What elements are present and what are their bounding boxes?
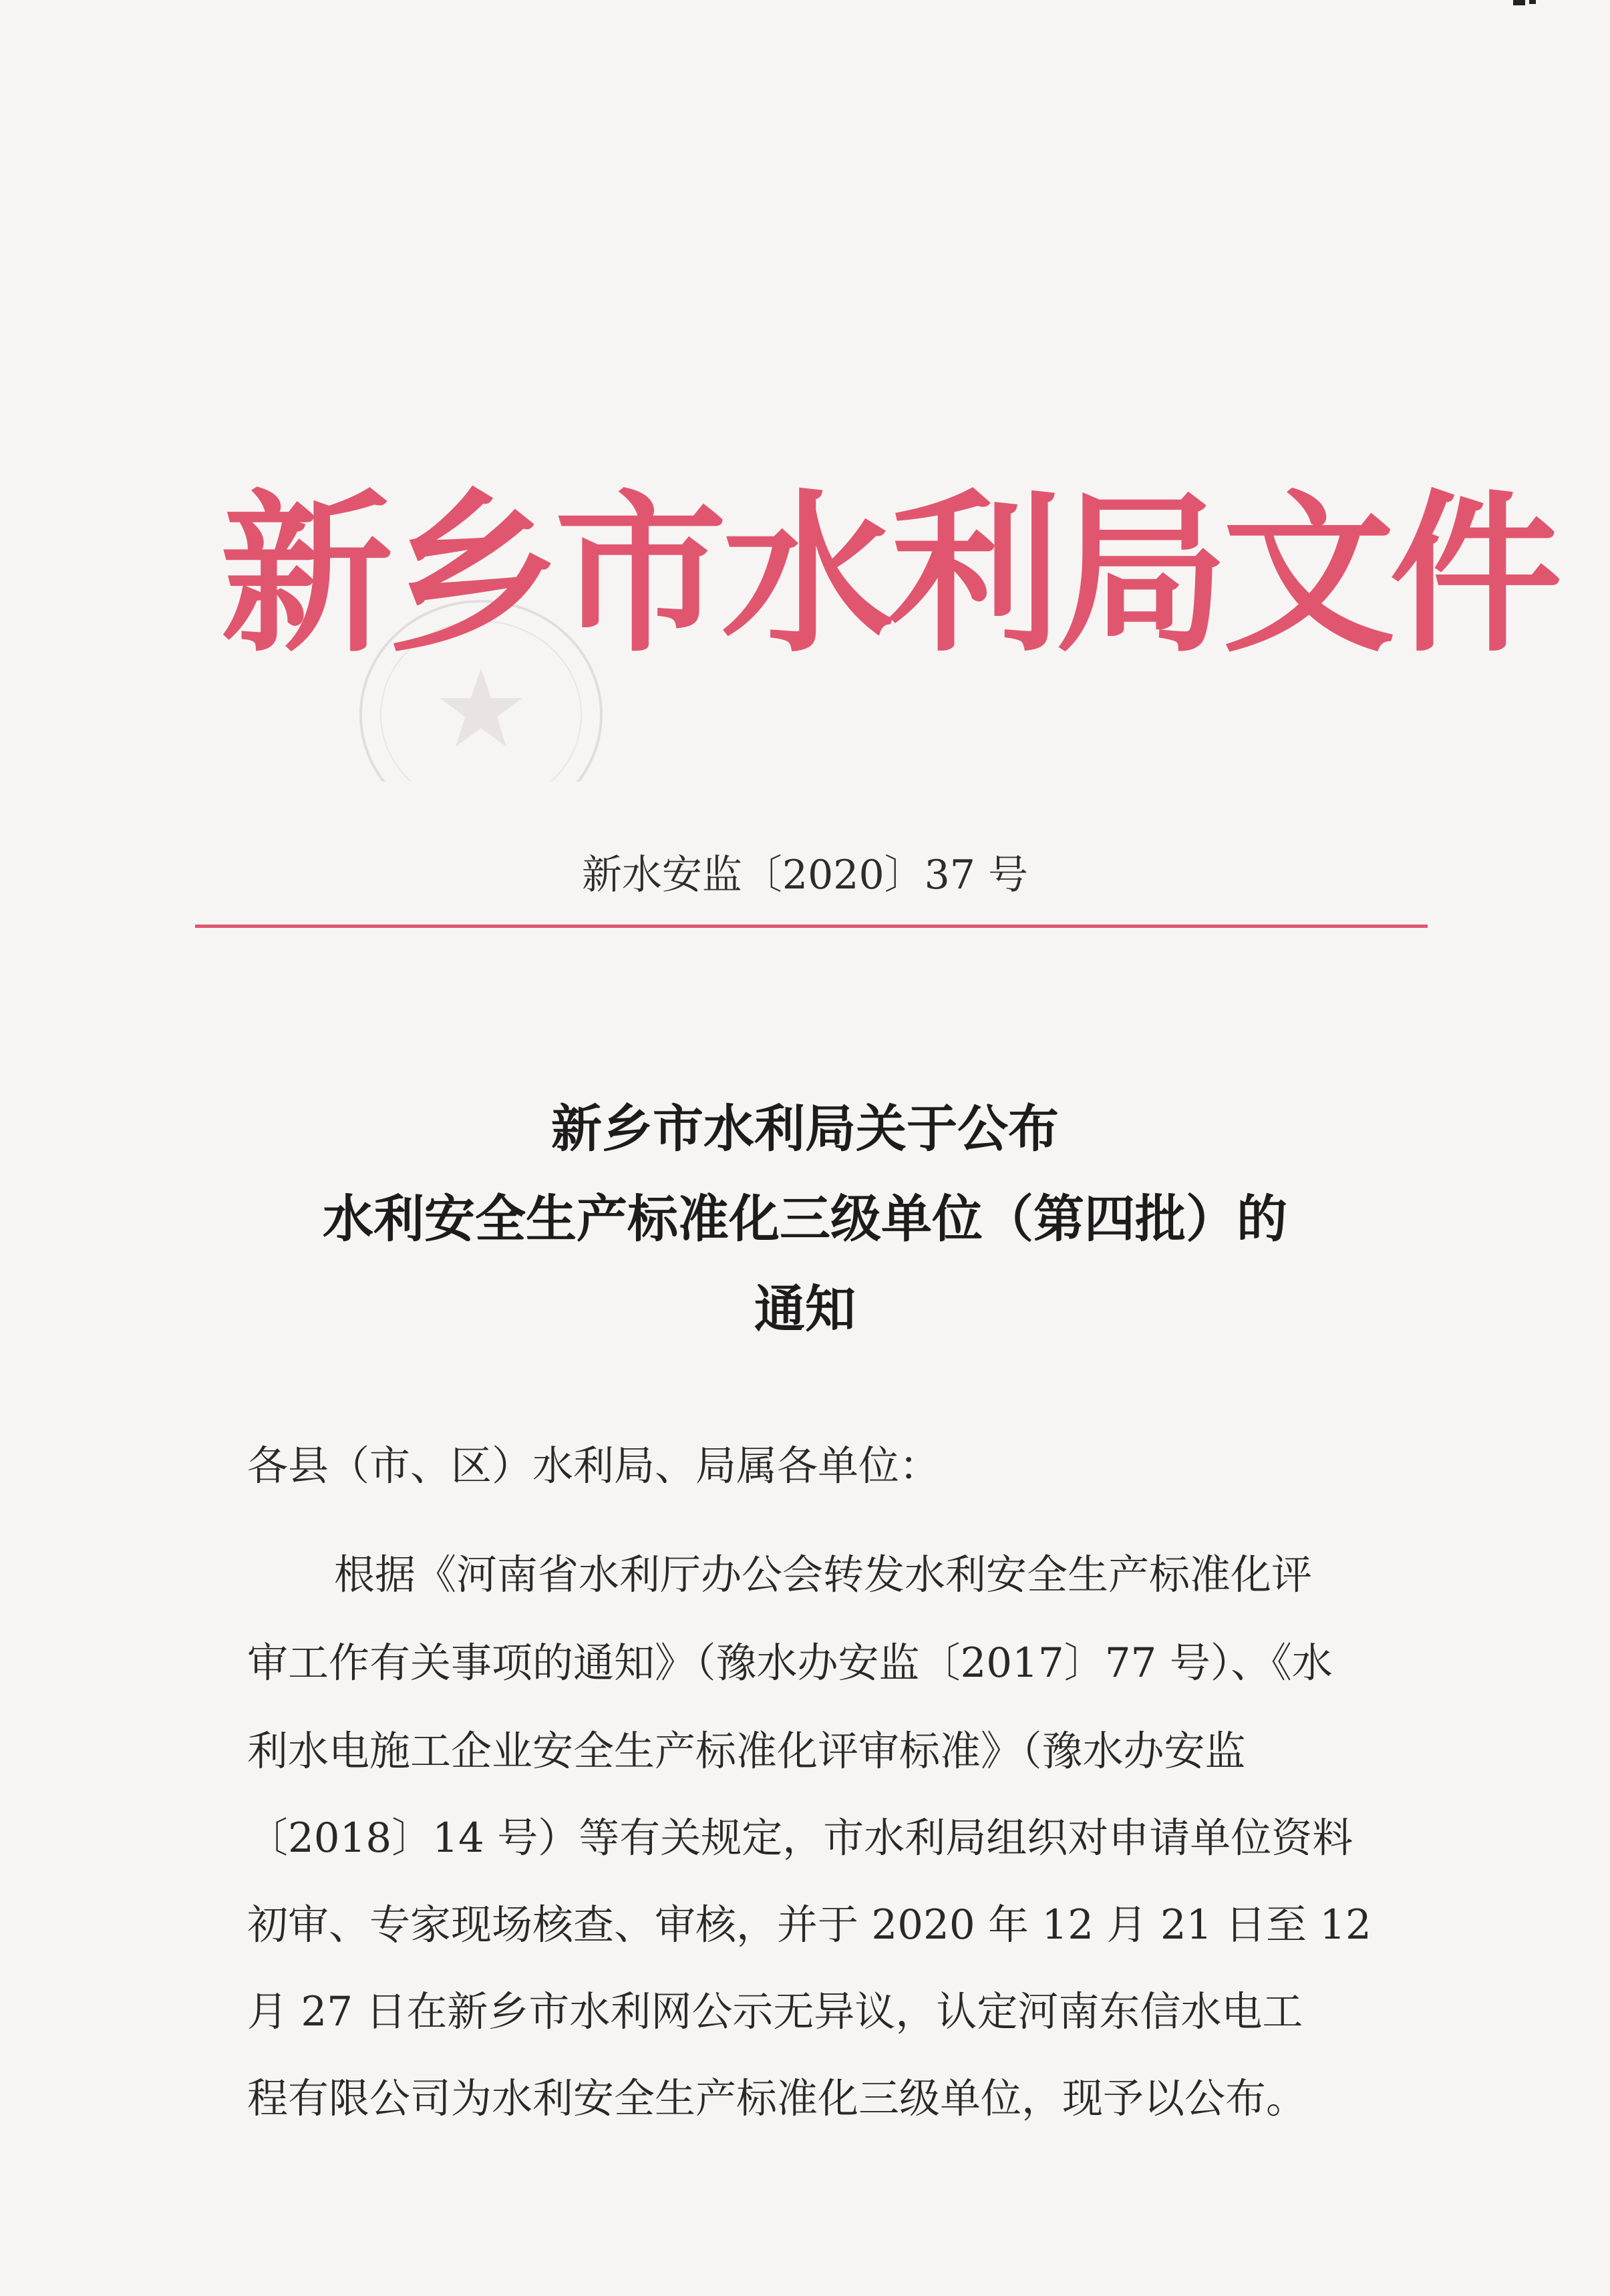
document-number: 新水安监〔2020〕37 号 <box>581 852 1029 898</box>
body-line: 初审、专家现场核查、审核，并于 2020 年 12 月 21 日至 12 <box>247 1901 1372 1949</box>
document-masthead: 新乡市水利局文件 <box>220 473 1557 675</box>
red-divider-line <box>195 925 1428 928</box>
notice-title-line-2: 水利安全生产标准化三级单位（第四批）的 <box>323 1189 1287 1249</box>
salutation: 各县（市、区）水利局、局属各单位： <box>247 1442 941 1490</box>
body-line: 审工作有关事项的通知》（豫水办安监〔2017〕77 号）、《水 <box>247 1639 1333 1687</box>
body-line: 月 27 日在新乡市水利网公示无异议，认定河南东信水电工 <box>247 1988 1303 2035</box>
notice-title-line-1: 新乡市水利局关于公布 <box>551 1099 1059 1158</box>
body-line: 利水电施工企业安全生产标准化评审标准》（豫水办安监 <box>247 1728 1246 1775</box>
body-line: 根据《河南省水利厅办公会转发水利安全生产标准化评 <box>334 1551 1313 1599</box>
body-line: 程有限公司为水利安全生产标准化三级单位，现予以公布。 <box>247 2075 1307 2122</box>
corner-mark <box>1513 0 1540 8</box>
notice-title-line-3: 通知 <box>754 1279 856 1339</box>
body-line: 〔2018〕14 号）等有关规定，市水利局组织对申请单位资料 <box>247 1814 1353 1862</box>
